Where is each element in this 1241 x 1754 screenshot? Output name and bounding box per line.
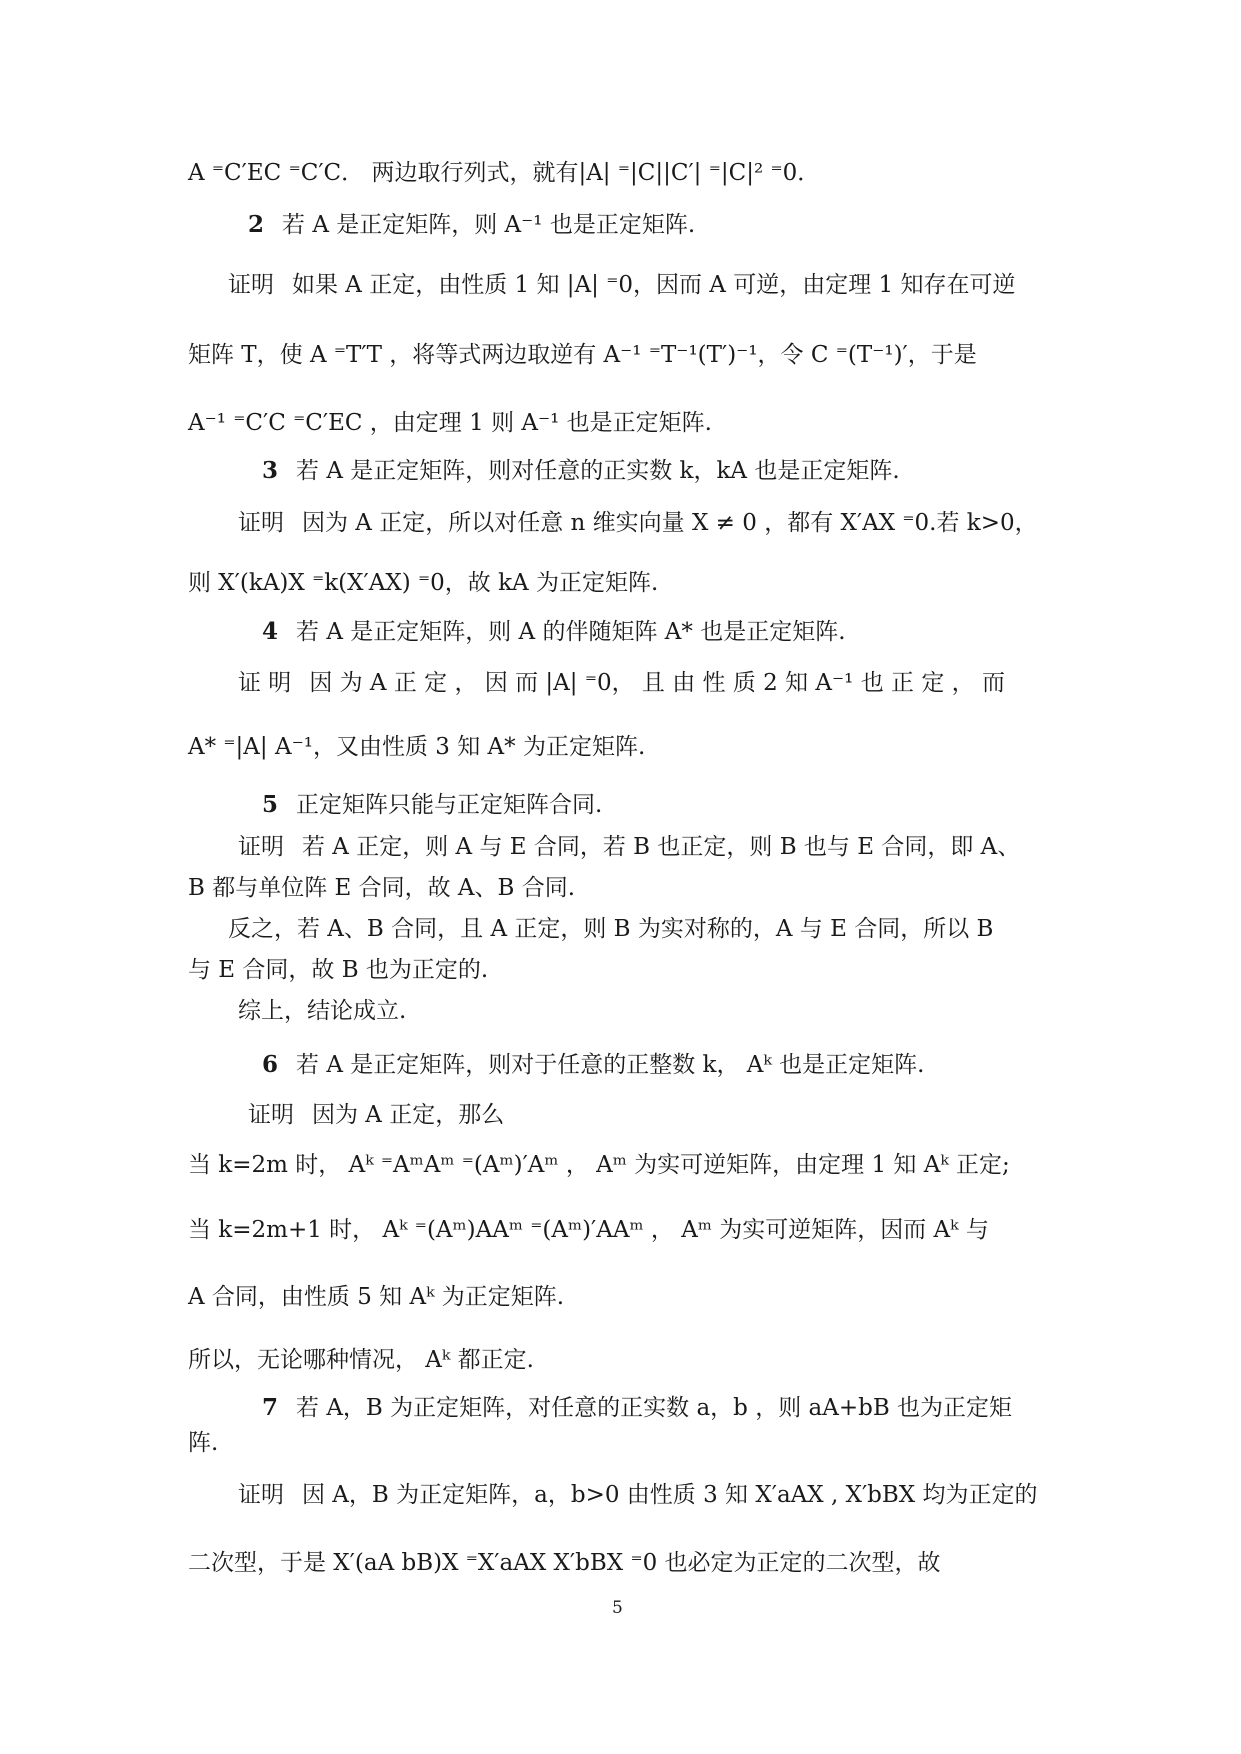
proof-line: 证明 因为 A 正定，那么: [248, 1102, 505, 1128]
property-6: [262, 1050, 924, 1080]
property-number: 7: [262, 1394, 279, 1421]
proof-line: A⁻¹ ⁼C′C ⁼C′EC ，由定理 1 则 A⁻¹ 也是正定矩阵.: [188, 410, 712, 436]
proof-line: 阵.: [188, 1430, 219, 1456]
proof-line: A 合同，由性质 5 知 Aᵏ 为正定矩阵.: [188, 1284, 565, 1310]
proof-line: 证明 因为 A 正定，所以对任意 n 维实向量 X ≠ 0 ，都有 X′AX ⁼0.若 k>0，: [238, 510, 1038, 536]
property-number: 5: [262, 791, 279, 818]
proof-label: 证 明: [238, 670, 292, 696]
property-number: 2: [248, 211, 265, 238]
proof-label: 证明: [228, 272, 274, 298]
proof-label: 证明: [248, 1102, 294, 1128]
proof-label: 证明: [238, 834, 284, 860]
proof-line: 二次型，于是 X′(aA bB)X ⁼X′aAX X′bBX ⁼0 也必定为正定的二次型，故: [188, 1550, 941, 1576]
proof-line: 所以，无论哪种情况， Aᵏ 都正定.: [188, 1347, 534, 1373]
proof-line: 与 E 合同，故 B 也为正定的.: [188, 957, 489, 983]
proof-label: 证明: [238, 510, 284, 536]
property-statement: 若 A，B 为正定矩阵，对任意的正实数 a，b ，则 aA+bB 也为正定矩: [296, 1395, 1013, 1421]
property-4: [262, 617, 846, 647]
property-number: 6: [262, 1051, 279, 1078]
proof-line: B 都与单位阵 E 合同，故 A、B 合同.: [188, 875, 576, 901]
proof-line: 证明 若 A 正定，则 A 与 E 合同，若 B 也正定，则 B 也与 E 合同，即 A、: [238, 834, 1021, 860]
property-statement: 若 A 是正定矩阵，则对任意的正实数 k，kA 也是正定矩阵.: [296, 458, 900, 484]
property-3: [262, 456, 900, 486]
proof-line: 反之，若 A、B 合同，且 A 正定，则 B 为实对称的，A 与 E 合同，所以 B: [228, 916, 994, 942]
proof-line: A ⁼C′EC ⁼C′C． 两边取行列式，就有|A| ⁼|C||C′| ⁼|C|² ⁼0．: [188, 160, 821, 186]
property-statement: 正定矩阵只能与正定矩阵合同.: [296, 792, 603, 818]
property-number: 4: [262, 618, 279, 645]
proof-line: 则 X′(kA)X ⁼k(X′AX) ⁼0，故 kA 为正定矩阵.: [188, 570, 659, 596]
property-statement: 若 A 是正定矩阵，则 A 的伴随矩阵 A* 也是正定矩阵.: [296, 619, 846, 645]
proof-line: 证 明 因 为 A 正 定 ， 因 而 |A| ⁼0， 且 由 性 质 2 知 A⁻¹ 也 正 定 ， 而: [238, 670, 1005, 696]
proof-line: A* ⁼|A| A⁻¹，又由性质 3 知 A* 为正定矩阵.: [188, 734, 646, 760]
property-number: 3: [262, 457, 279, 484]
property-statement: 若 A 是正定矩阵，则 A⁻¹ 也是正定矩阵.: [282, 212, 696, 238]
proof-label: 证明: [238, 1482, 284, 1508]
proof-line: 当 k=2m 时， Aᵏ ⁼AᵐAᵐ ⁼(Aᵐ)′Aᵐ ， Aᵐ 为实可逆矩阵，由定理 1 知 Aᵏ 正定;: [188, 1152, 1010, 1178]
proof-line: 矩阵 T，使 A ⁼T′T ，将等式两边取逆有 A⁻¹ ⁼T⁻¹(T′)⁻¹，令 C ⁼(T⁻¹)′，于是: [188, 342, 977, 368]
property-statement: 若 A 是正定矩阵，则对于任意的正整数 k， Aᵏ 也是正定矩阵.: [296, 1052, 925, 1078]
proof-line: 证明 因 A，B 为正定矩阵，a，b>0 由性质 3 知 X′aAX , X′bBX 均为正定的: [238, 1482, 1038, 1508]
proof-line: 当 k=2m+1 时， Aᵏ ⁼(Aᵐ)AAᵐ ⁼(Aᵐ)′AAᵐ ， Aᵐ 为实可逆矩阵，因而 Aᵏ 与: [188, 1217, 989, 1243]
page-number: 5: [612, 1598, 623, 1618]
property-7: [262, 1393, 1012, 1423]
proof-line: 证明 如果 A 正定，由性质 1 知 |A| ⁼0，因而 A 可逆，由定理 1 知存在可逆: [228, 272, 1016, 298]
property-2: [248, 210, 695, 240]
proof-line: 综上，结论成立.: [238, 998, 407, 1024]
property-5: [262, 790, 602, 820]
